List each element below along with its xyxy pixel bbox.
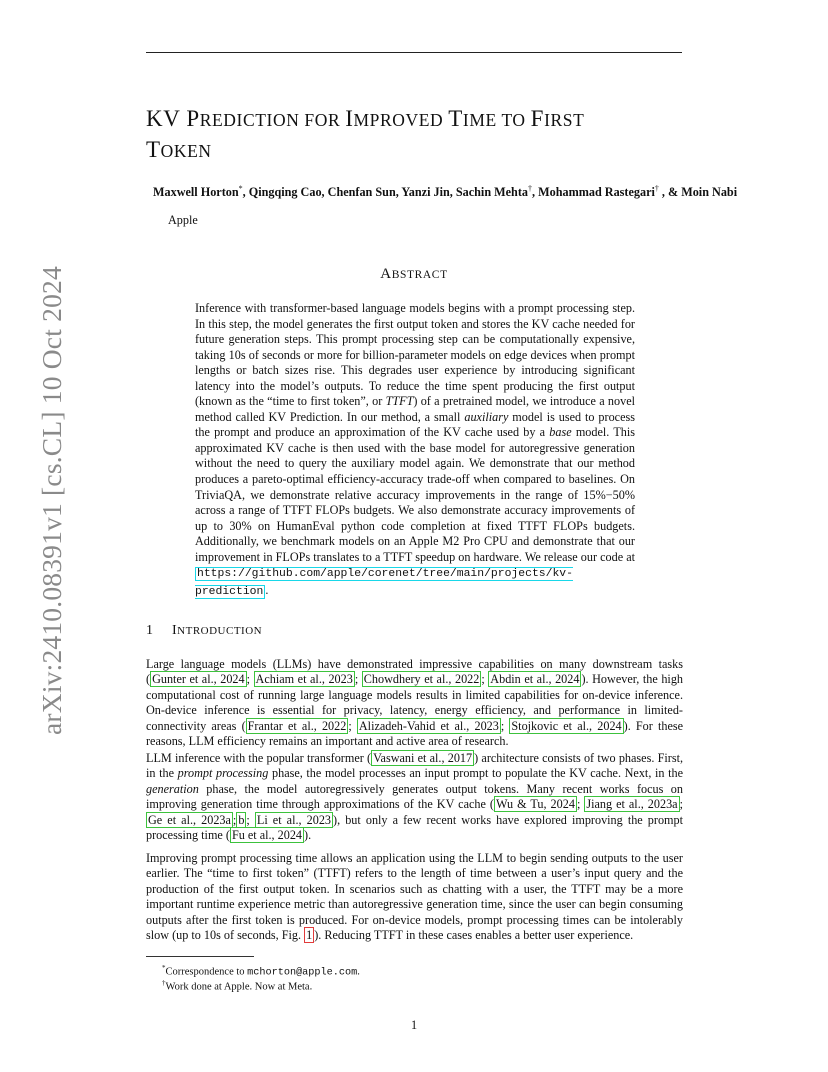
- paragraph-text: ;: [348, 718, 357, 733]
- paragraph-text: ).: [304, 828, 312, 843]
- abstract-heading: [0, 266, 828, 283]
- abstract-span: Inference with transformer-based language models begins with a prompt processing step. In this step, the model generates the first output token and stores the KV cache needed for future generation steps. This prompt processing step can be computationally expensive, taking 10s of seconds or more for billion-parameter models on edge devices when prompt lengths or batch sizes rise. This degrades user experience by introducing significant latency into the model’s outputs. To reduce the time spent producing the first output (known as the “time to first token”, or: [195, 301, 635, 409]
- author-name: , Mohammad Rastegari: [532, 185, 655, 200]
- footnote-text: .: [357, 966, 360, 978]
- citation-link[interactable]: Vaswani et al., 2017: [373, 751, 473, 765]
- footnote-text: Correspondence to: [165, 966, 248, 978]
- citation-link[interactable]: Abdin et al., 2024: [490, 672, 580, 687]
- paragraph-text: ;: [246, 672, 254, 687]
- header-rule: [146, 52, 682, 53]
- footnote-marker: †: [654, 184, 659, 193]
- paragraph-text: ). Reducing TTFT in these cases enables a better user experience.: [314, 928, 634, 943]
- paragraph-text: phase, the model autoregressively generates output tokens. Many recent works focus on improving generation time through approximations of the KV cache (: [146, 781, 683, 812]
- citation-link[interactable]: Li et al., 2023: [256, 812, 332, 827]
- footnote-marker: *: [238, 184, 243, 193]
- section-heading-introduction: [146, 623, 262, 639]
- citation-link[interactable]: Gunter et al., 2024: [152, 672, 245, 687]
- intro-paragraph-1: [146, 657, 683, 749]
- footnote-marker: *: [162, 964, 166, 972]
- paragraph-text: ) architecture consists of two phases. First, in the: [146, 751, 683, 781]
- footnote-marker: †: [162, 979, 166, 987]
- paragraph-text: ;: [481, 672, 489, 687]
- page-number: 1: [410, 1018, 418, 1032]
- paragraph-text: ;: [232, 812, 237, 827]
- title-text: T: [146, 137, 161, 162]
- paragraph-text: phase, the model processes an input prompt to populate the KV cache. Next, in the: [268, 766, 683, 781]
- paragraph-italic: prompt processing: [177, 766, 269, 781]
- author-name: Maxwell Horton: [153, 185, 239, 200]
- citation-link[interactable]: Wu & Tu, 2024: [495, 797, 575, 812]
- title-text: OKEN: [160, 141, 212, 161]
- paper-title: [146, 104, 686, 166]
- citation-link[interactable]: Frantar et al., 2022: [247, 718, 347, 733]
- abstract-italic: auxiliary: [464, 409, 509, 424]
- code-url-link[interactable]: https://github.com/apple/corenet/tree/main/projects/kv-prediction: [195, 568, 573, 598]
- paragraph-text: ;: [500, 718, 510, 733]
- title-text: IRST: [544, 110, 585, 130]
- footnote-marker: †: [528, 184, 532, 193]
- title-text: IME TO: [462, 110, 531, 130]
- paragraph-text: ;: [246, 812, 255, 827]
- section-number: 1: [146, 623, 154, 638]
- abstract-span: model. This approximated KV cache is then used with the base model for autoregressive generation without the need to query the auxiliary model again. We demonstrate that our method produces a pareto-optimal efficiency-accuracy trade-off when compared to baselines. On TriviaQA, we demonstrate relative accuracy improvements in the range of 15%−50% across a range of TTFT FLOPs budgets. We also demonstrate accuracy improvements of up to 30% on HumanEval python code completion at fixed TTFT FLOPs budgets. Additionally, we benchmark models on an Apple M2 Pro CPU and demonstrate that our improvement in FLOPs translates to a TTFT speedup on hardware. We release our code at: [195, 425, 635, 564]
- abstract-span: model is used to process the prompt and produce an approximation of the KV cache used by a: [195, 409, 635, 440]
- paragraph-text: ;: [576, 797, 585, 812]
- citation-link[interactable]: Alizadeh-Vahid et al., 2023: [358, 718, 499, 733]
- abstract-text: [195, 301, 635, 600]
- paragraph-text: ). For these reasons, LLM efficiency remains an important and active area of research.: [146, 718, 684, 749]
- paragraph-text: ), but only a few recent works have explored improving the prompt processing time (: [146, 812, 683, 843]
- footnote-affiliation: [162, 977, 312, 994]
- section-title-text: NTRODUCTION: [177, 625, 263, 637]
- affiliation: Apple: [168, 213, 198, 227]
- heading-text: A: [380, 266, 392, 282]
- paragraph-text: ;: [679, 797, 683, 812]
- abstract-span: ) of a pretrained model, we introduce a novel method called KV Prediction. In our method, a small: [195, 394, 635, 424]
- abstract-italic: TTFT: [385, 394, 414, 409]
- citation-link[interactable]: Achiam et al., 2023: [255, 672, 353, 687]
- title-text: REDICTION FOR: [199, 110, 346, 130]
- section-title-text: I: [172, 623, 178, 638]
- paragraph-text: ). However, the high computational cost of running large language models results in limited capabilities for on-device inference. On-device inference is essential for privacy, latency, energy efficiency, and performance in limited-connectivity areas (: [146, 672, 684, 733]
- intro-paragraph-2: [146, 751, 683, 843]
- citation-link[interactable]: Chowdhery et al., 2022: [363, 672, 480, 687]
- abstract-span: .: [265, 582, 269, 597]
- arxiv-identifier-stamp: arXiv:2410.08391v1 [cs.CL] 10 Oct 2024: [36, 266, 67, 735]
- title-text: I: [345, 106, 354, 131]
- footnote-rule: [146, 956, 254, 957]
- heading-text: BSTRACT: [391, 269, 448, 281]
- paragraph-text: Improving prompt processing time allows an application using the LLM to begin sending outputs to the user earlier. The “time to first token” (TTFT) refers to the length of time between a user’s input query and the production of the first output token. In scenarios such as chatting with a user, the TTFT may be a more important runtime experience metric than autoregressive generation time, since the user can begin consuming outputs after the first token is produced. For on-device models, prompt processing times can be intolerably slow (up to 10s of seconds, Fig.: [146, 851, 683, 943]
- author-names: , Qingqing Cao, Chenfan Sun, Yanzi Jin, Sachin Mehta: [242, 185, 528, 200]
- footnote-text: Work done at Apple. Now at Meta.: [165, 981, 313, 993]
- paragraph-text: ;: [354, 672, 362, 687]
- paragraph-italic: generation: [146, 781, 199, 796]
- intro-paragraph-3: [146, 851, 683, 943]
- figure-reference-link[interactable]: 1: [306, 928, 313, 943]
- citation-link[interactable]: Stojkovic et al., 2024: [511, 718, 622, 733]
- author-name: , & Moin Nabi: [658, 185, 738, 200]
- citation-link[interactable]: Ge et al., 2023a: [148, 812, 231, 827]
- title-text: MPROVED: [353, 110, 449, 130]
- title-text: F: [530, 106, 545, 131]
- citation-link[interactable]: Fu et al., 2024: [231, 828, 303, 843]
- title-text: KV P: [146, 106, 200, 131]
- title-text: T: [448, 106, 463, 131]
- citation-link[interactable]: b: [238, 812, 245, 827]
- paragraph-text: Large language models (LLMs) have demonstrated impressive capabilities on many downstream tasks (: [146, 657, 683, 687]
- correspondence-email[interactable]: mchorton@apple.com: [247, 967, 358, 979]
- citation-link[interactable]: Jiang et al., 2023a: [586, 797, 678, 812]
- paragraph-text: LLM inference with the popular transformer (: [146, 751, 372, 765]
- author-list: [153, 181, 753, 200]
- abstract-italic: base: [549, 425, 572, 440]
